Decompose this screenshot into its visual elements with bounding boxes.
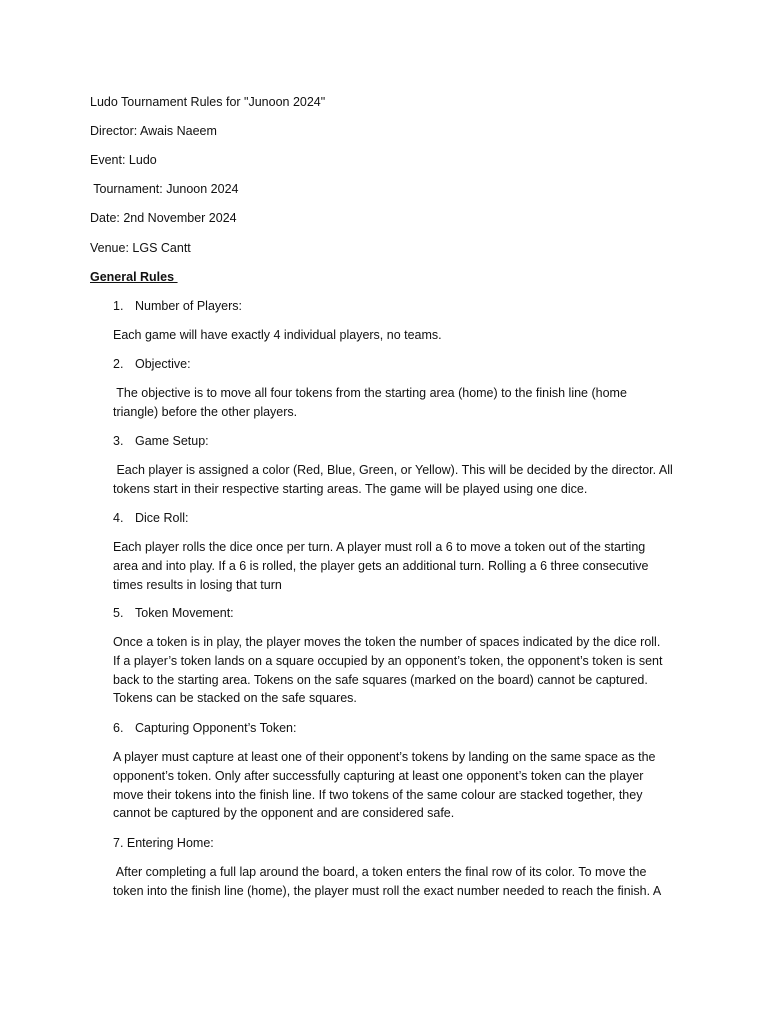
rule-body-line: A player must capture at least one of their opponent’s tokens by landing on the same space as the — [113, 750, 656, 764]
rule-title: Number of Players: — [135, 299, 242, 313]
rule-number: 1. — [113, 299, 124, 313]
rule-number: 3. — [113, 434, 124, 448]
rule-body-line: times results in losing that turn — [113, 577, 282, 592]
rule-body-line: Each game will have exactly 4 individual players, no teams. — [113, 328, 442, 342]
rule-body-line: move their tokens into the finish line. If two tokens of the same colour are stacked together, they — [113, 787, 643, 802]
rule-body-line: If a player’s token lands on a square occupied by an opponent’s token, the opponent’s token is sent — [113, 653, 663, 668]
rule-body-line: Once a token is in play, the player moves the token the number of spaces indicated by the dice roll. — [113, 635, 661, 649]
rule-body-line: Tokens can be stacked on the safe squares. — [113, 691, 357, 706]
date-line: Date: 2nd November 2024 — [90, 211, 237, 225]
rule-number: 2. — [113, 357, 124, 371]
rule-body-line: triangle) before the other players. — [113, 404, 298, 419]
rule-title: Dice Roll: — [135, 511, 189, 525]
rule-title: 7. Entering Home: — [113, 836, 214, 850]
rule-title: Capturing Opponent’s Token: — [135, 721, 297, 735]
rule-body — [113, 384, 685, 422]
document-title: Ludo Tournament Rules for "Junoon 2024" — [90, 95, 326, 109]
rule-body-line: Each player rolls the dice once per turn. A player must roll a 6 to move a token out of the starting — [113, 540, 646, 554]
rule-number: 6. — [113, 721, 124, 735]
general-rules-heading: General Rules — [90, 270, 178, 284]
rule-body — [113, 633, 685, 708]
rule-body — [113, 863, 685, 901]
rule-body-line: token into the finish line (home), the player must roll the exact number needed to reach the finish. A — [113, 883, 662, 898]
rule-body-line: cannot be captured by the opponent and are considered safe. — [113, 806, 455, 821]
rule-body-line: opponent’s token. Only after successfully capturing at least one opponent’s token can the player — [113, 768, 644, 783]
rule-number: 4. — [113, 511, 124, 525]
rule-title: Game Setup: — [135, 434, 209, 448]
tournament-line: Tournament: Junoon 2024 — [90, 182, 239, 196]
rule-body-line: The objective is to move all four tokens from the starting area (home) to the finish line (home — [113, 386, 627, 400]
rule-body-line: back to the starting area. Tokens on the safe squares (marked on the board) cannot be captured. — [113, 672, 648, 687]
event-line: Event: Ludo — [90, 153, 157, 167]
rule-body-line: Each player is assigned a color (Red, Blue, Green, or Yellow). This will be decided by the director. All — [113, 463, 673, 477]
rule-title: Token Movement: — [135, 606, 234, 620]
rule-body-line: area and into play. If a 6 is rolled, the player gets an additional turn. Rolling a 6 three consecutive — [113, 558, 649, 573]
rule-body — [113, 748, 685, 823]
rule-title: Objective: — [135, 357, 191, 371]
rule-body-line: tokens start in their respective starting areas. The game will be played using one dice. — [113, 481, 588, 496]
director-line: Director: Awais Naeem — [90, 124, 217, 138]
rule-body-line: After completing a full lap around the board, a token enters the final row of its color. To move the — [113, 865, 647, 879]
venue-line: Venue: LGS Cantt — [90, 241, 191, 255]
rule-body — [113, 461, 685, 499]
rule-body — [113, 538, 685, 594]
rule-number: 5. — [113, 606, 124, 620]
rule-body — [113, 326, 685, 345]
